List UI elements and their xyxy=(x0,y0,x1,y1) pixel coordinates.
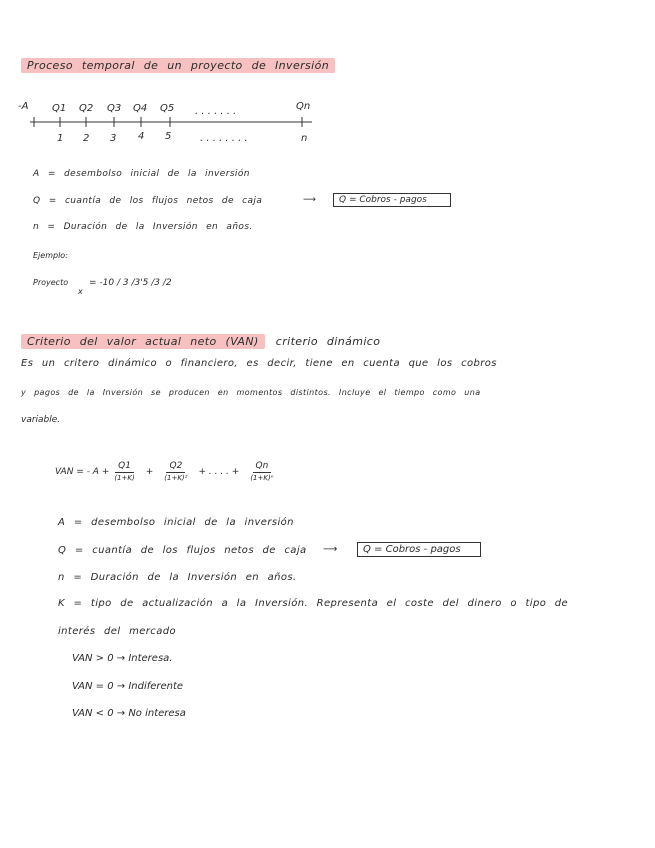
formula-term-1-den: (1+K) xyxy=(114,474,135,482)
section1-title: Proceso temporal de un proyecto de Inversión xyxy=(21,58,335,73)
definition-Q: Q = cuantía de los flujos netos de caja xyxy=(33,196,263,206)
definition-n: n = Duración de la Inversión en años. xyxy=(33,222,253,232)
formula-term-2 xyxy=(162,460,189,483)
definition-K: interés del mercado xyxy=(58,626,176,637)
example-values: = -10 / 3 /3'5 /3 /2 xyxy=(89,278,172,288)
timeline-top-label: -A xyxy=(18,101,29,112)
formula-plus: + xyxy=(145,466,154,477)
timeline-top-label: Q3 xyxy=(107,103,122,114)
section2-title-rest: criterio dinámico xyxy=(275,335,381,348)
timeline-bottom-label: n xyxy=(301,133,308,144)
timeline-bottom-label: 2 xyxy=(83,133,90,144)
arrow-icon: ⟶ xyxy=(323,544,338,555)
timeline-top-label: Qn xyxy=(296,101,311,112)
definition-n: n = Duración de la Inversión en años. xyxy=(58,572,297,583)
paragraph-line: y pagos de la Inversión se producen en momentos distintos. Incluye el tiempo como una xyxy=(21,388,481,397)
timeline-top-label: Q1 xyxy=(52,103,67,114)
van-rule-zero: VAN = 0 → Indiferente xyxy=(72,681,184,692)
paragraph-line: Es un critero dinámico o financiero, es decir, tiene en cuenta que los cobros xyxy=(21,358,497,369)
formula-term-1 xyxy=(112,460,136,483)
definition-Q-box: Q = Cobros - pagos xyxy=(357,542,481,557)
paragraph-line: variable. xyxy=(21,415,61,425)
formula-lhs: VAN = - A + xyxy=(55,466,110,477)
definition-A: A = desembolso inicial de la inversión xyxy=(33,169,250,179)
example-project: Proyecto xyxy=(33,278,69,287)
definition-A: A = desembolso inicial de la inversión xyxy=(58,517,294,528)
timeline-bottom-label: . . . . . . . . xyxy=(200,133,248,144)
timeline-top-label: Q4 xyxy=(133,103,148,114)
arrow-icon: ⟶ xyxy=(303,195,316,205)
definition-K: K = tipo de actualización a la Inversión. Representa el coste del dinero o tipo de xyxy=(58,598,569,609)
timeline-top-label: Q5 xyxy=(160,103,175,114)
formula-term-n xyxy=(248,460,275,483)
timeline-bottom-label: 4 xyxy=(138,131,145,142)
timeline-bottom-label: 1 xyxy=(57,133,64,144)
section2-title xyxy=(21,330,380,349)
definition-Q-box: Q = Cobros - pagos xyxy=(333,193,451,207)
formula-dots: + . . . . + xyxy=(198,466,240,477)
van-rule-negative: VAN < 0 → No interesa xyxy=(72,708,186,719)
timeline-bottom-label: 5 xyxy=(165,131,172,142)
formula-term-n-den: (1+K)ⁿ xyxy=(250,474,274,482)
formula-term-2-num: Q2 xyxy=(166,460,185,473)
van-formula xyxy=(55,460,279,483)
van-rule-positive: VAN > 0 → Interesa. xyxy=(72,653,173,664)
timeline-bottom-label: 3 xyxy=(110,133,117,144)
definition-Q: Q = cuantía de los flujos netos de caja xyxy=(58,545,307,556)
formula-term-1-num: Q1 xyxy=(115,460,134,473)
formula-term-n-num: Qn xyxy=(253,460,272,473)
section2-title-highlight: Criterio del valor actual neto (VAN) xyxy=(21,334,265,349)
timeline-top-label: . . . . . . . xyxy=(195,106,237,117)
timeline-top-label: Q2 xyxy=(79,103,94,114)
formula-term-2-den: (1+K)² xyxy=(164,474,188,482)
example-label: Ejemplo: xyxy=(33,251,68,260)
example-subscript: x xyxy=(78,287,83,296)
